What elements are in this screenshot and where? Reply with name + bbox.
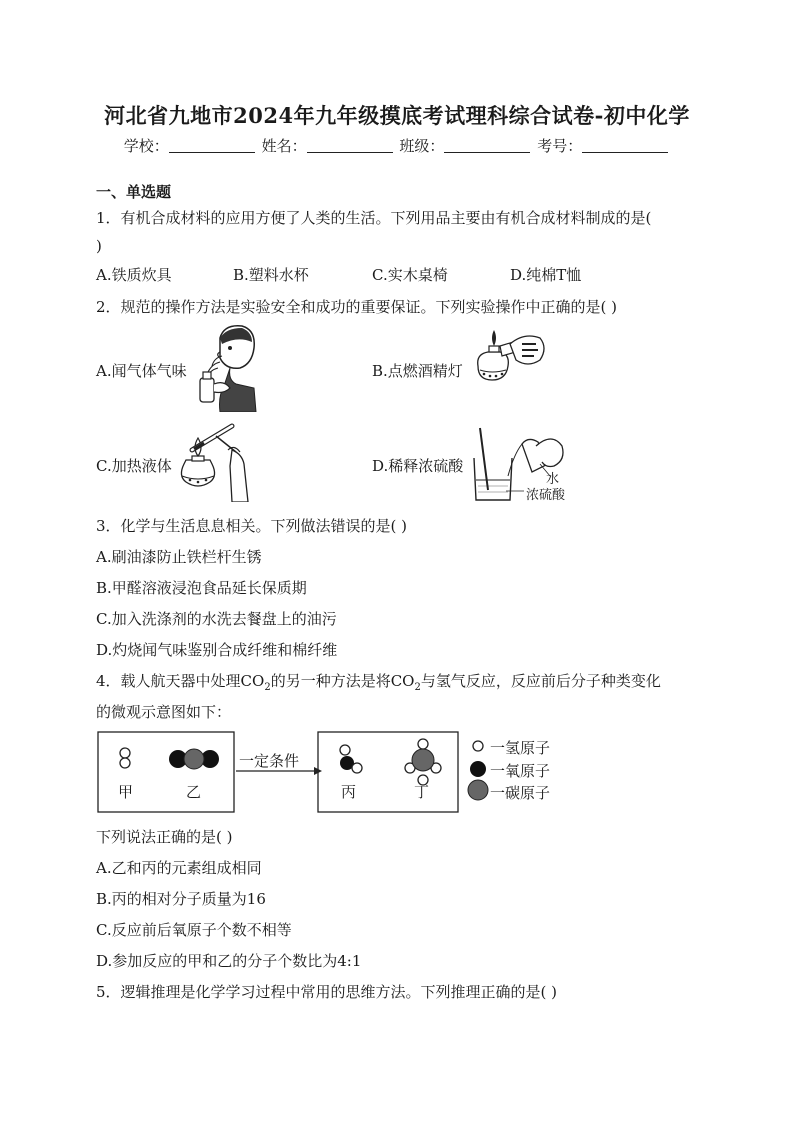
legend-carbon-label: 一碳原子 bbox=[490, 784, 551, 802]
number-label: 考号： bbox=[537, 137, 583, 155]
legend-carbon-icon bbox=[468, 780, 488, 800]
label-condition: 一定条件 bbox=[239, 752, 300, 770]
q2-option-d: D.稀释浓硫酸 bbox=[372, 457, 464, 475]
q4-option-c: C.反应前后氧原子个数不相等 bbox=[96, 921, 292, 939]
legend-hydrogen-icon bbox=[473, 741, 483, 751]
q4-stem-line2: 的微观示意图如下： bbox=[96, 703, 232, 721]
lighting-lamp-figure bbox=[470, 324, 550, 384]
q4-option-d: D.参加反应的甲和乙的分子个数比为4:1 bbox=[96, 952, 362, 970]
q4-stem-line1: 4．载人航天器中处理$CO_2$的另一种方法是将$CO_2$与氢气反应，反应前后分子种类变化 bbox=[96, 672, 661, 693]
heating-liquid-figure bbox=[172, 420, 252, 502]
name-blank[interactable] bbox=[307, 138, 393, 153]
student-info-line bbox=[0, 135, 794, 156]
q3-option-a: A.刷油漆防止铁栏杆生锈 bbox=[96, 548, 262, 566]
q1-option-a: A.铁质炊具 bbox=[96, 266, 172, 284]
q3-option-d: D.灼烧闻气味鉴别合成纤维和棉纤维 bbox=[96, 641, 338, 659]
water-label: 水 bbox=[546, 472, 560, 487]
q1-stem-line1: 1．有机合成材料的应用方便了人类的生活。下列用品主要由有机合成材料制成的是( bbox=[96, 209, 652, 227]
hydrogen-molecule-icon bbox=[120, 748, 130, 758]
acid-label: 浓硫酸 bbox=[526, 488, 566, 503]
label-bing: 丙 bbox=[341, 783, 357, 801]
label-ding: 丁 bbox=[414, 783, 430, 801]
school-label: 学校： bbox=[123, 137, 169, 155]
legend-oxygen-label: 一氧原子 bbox=[490, 762, 551, 780]
q1-stem-line2: ) bbox=[96, 237, 102, 255]
q4-option-b: B.丙的相对分子质量为16 bbox=[96, 890, 266, 908]
name-label: 姓名： bbox=[261, 137, 307, 155]
q3-option-b: B.甲醛溶液浸泡食品延长保质期 bbox=[96, 579, 307, 597]
q2-option-a: A.闻气体气味 bbox=[96, 362, 187, 380]
school-blank[interactable] bbox=[169, 138, 255, 153]
q3-stem: 3．化学与生活息息相关。下列做法错误的是( ) bbox=[96, 517, 408, 535]
q5-stem: 5．逻辑推理是化学学习过程中常用的思维方法。下列推理正确的是( ) bbox=[96, 983, 558, 1001]
methane-molecule-icon bbox=[418, 739, 428, 749]
q1-option-c: C.实木桌椅 bbox=[372, 266, 448, 284]
q3-option-c: C.加入洗涤剂的水洗去餐盘上的油污 bbox=[96, 610, 337, 628]
q1-option-d: D.纯棉T恤 bbox=[510, 266, 582, 284]
smelling-gas-figure bbox=[190, 322, 260, 412]
q4-prompt: 下列说法正确的是( ) bbox=[96, 828, 233, 846]
q2-option-c: C.加热液体 bbox=[96, 457, 172, 475]
class-blank[interactable] bbox=[444, 138, 530, 153]
label-yi: 乙 bbox=[186, 783, 202, 801]
legend-oxygen-icon bbox=[470, 761, 486, 777]
q2-stem: 2．规范的操作方法是实验安全和成功的重要保证。下列实验操作中正确的是( ) bbox=[96, 298, 618, 316]
q2-option-b: B.点燃酒精灯 bbox=[372, 362, 463, 380]
class-label: 班级： bbox=[399, 137, 445, 155]
legend-hydrogen-label: 一氢原子 bbox=[490, 739, 551, 757]
q4-option-a: A.乙和丙的元素组成相同 bbox=[96, 859, 262, 877]
section-title: 一、单选题 bbox=[96, 183, 172, 201]
label-jia: 甲 bbox=[118, 783, 134, 801]
number-blank[interactable] bbox=[582, 138, 668, 153]
q1-option-b: B.塑料水杯 bbox=[233, 266, 309, 284]
exam-title: 河北省九地市2024年九年级摸底考试理科综合试卷-初中化学 bbox=[104, 103, 690, 128]
